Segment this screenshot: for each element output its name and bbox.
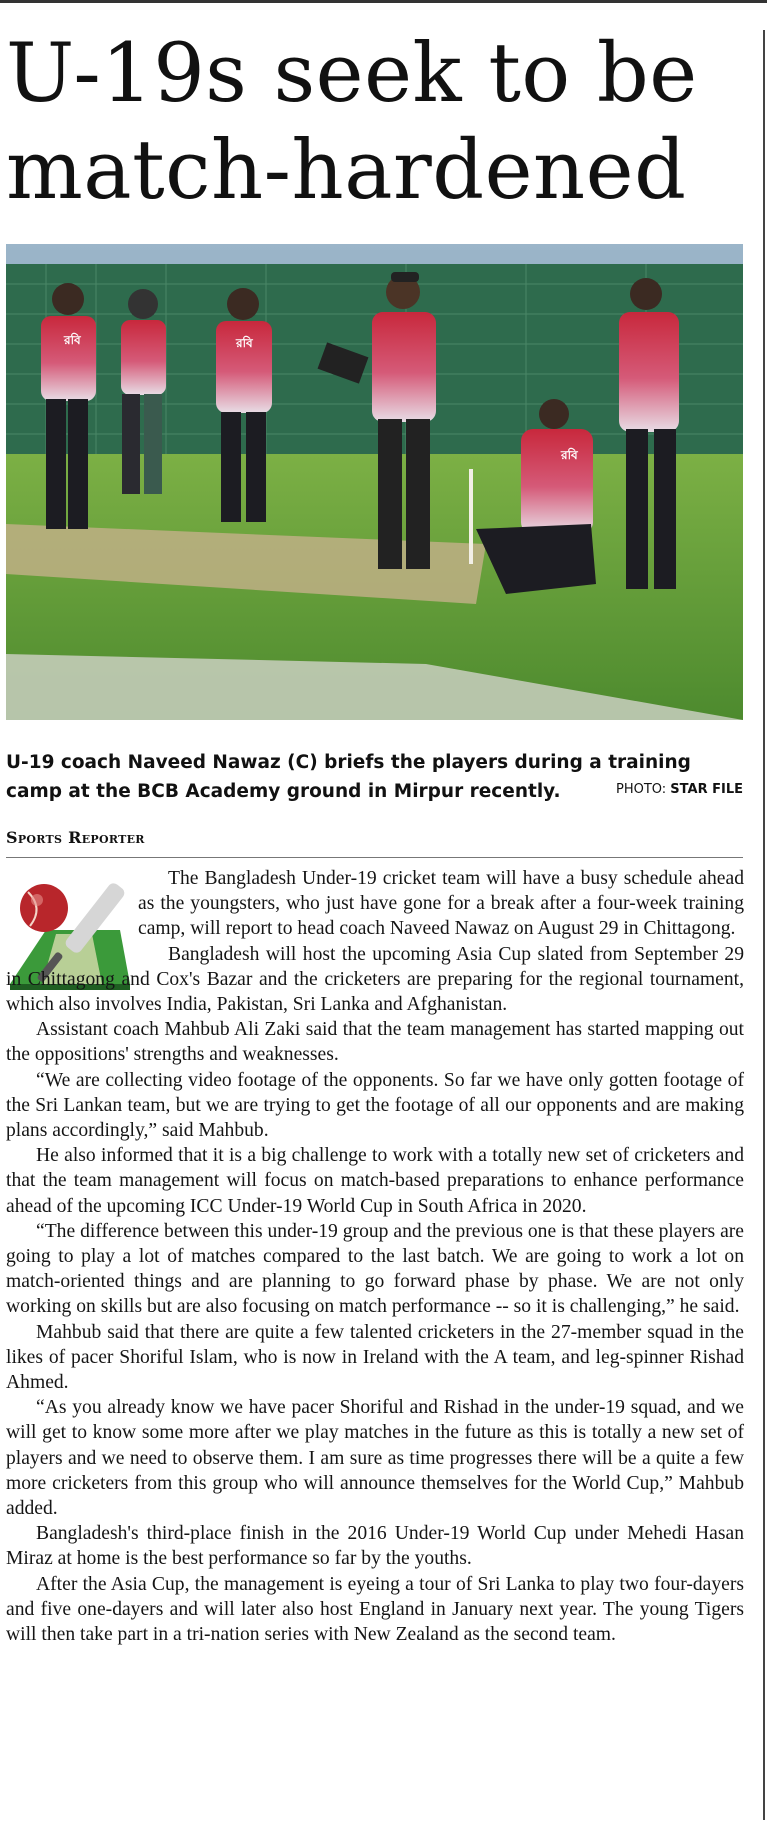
paragraph: “We are collecting video footage of the opponents. So far we have only gotten footage of the Sri Lankan team, but we are trying to get the footage of all our opponents and are making plans accordingly,” said Mahbub. [6,1069,744,1142]
byline-rule [6,857,743,858]
column-rule [763,30,765,1820]
paragraph: After the Asia Cup, the management is eyeing a tour of Sri Lanka to play two four-dayers and five one-dayers and will later also host England in January next year. The young Tigers will then take part in a tri-nation series with New Zealand as the second team. [6,1573,744,1646]
paragraph: Assistant coach Mahbub Ali Zaki said that the team management has started mapping out the oppositions' strengths and weaknesses. [6,1019,744,1066]
paragraph: “The difference between this under-19 group and the previous one is that these players are going to play a lot of matches compared to the last batch. We are going to work a lot on match-oriented things and are planning to go forward phase by phase. We are not only working on skills but are also focusing on match performance -- so it is challenging,” he said. [6,1220,744,1318]
shirt-logo: রবি [561,448,578,462]
photo-credit-label: PHOTO: [615,782,667,797]
paragraph: Bangladesh's third-place finish in the 2016 Under-19 World Cup under Mehedi Hasan Miraz at home is the best performance so far by the youths. [6,1523,744,1570]
shirt-logo: রবি [236,336,253,350]
article-body [6,866,744,1647]
icon-spacer [6,866,138,966]
paragraph: Mahbub said that there are quite a few talented cricketers in the 27-member squad in the likes of pacer Shoriful Islam, who is now in Ireland with the A team, and leg-spinner Rishad Ahmed. [6,1321,744,1394]
paragraph: “As you already know we have pacer Shoriful and Rishad in the under-19 squad, and we will get to know some more after we play matches in the future as this is totally a new set of players and we need to observe them. I am sure as time progresses there will be a quite a few more cricketers from this group who will announce themselves for the World Cup,” Mahbub added. [6,1397,744,1520]
paragraph: He also informed that it is a big challenge to work with a totally new set of cricketers and that the team management will focus on match-based preparations to enhance performance ahead of the upcoming ICC Under-19 World Cup in South Africa in 2020. [6,1145,744,1217]
top-rule [0,0,767,3]
paragraph: Bangladesh will host the upcoming Asia Cup slated from September 29 in Chittagong and Cox's Bazar and the cricketers are preparing for the regional tournament, which also involves India, Pakistan, Sri Lanka and Afghanistan. [6,943,744,1016]
shirt-logo: রবি [64,333,81,347]
article-photo [6,244,743,720]
photo-credit [616,782,743,797]
headline: U-19s seek to be match-hardened [6,27,698,218]
photo-credit-source: STAR FILE [670,782,743,797]
byline: Sports Reporter [6,828,145,847]
photo-caption: U-19 coach Naveed Nawaz (C) briefs the players during a training camp at the BCB Academy ground in Mirpur recently. [6,752,691,802]
paragraph: The Bangladesh Under-19 cricket team will have a busy schedule ahead as the youngsters, who just have gone for a break after a four-week training camp, will report to head coach Naveed Nawaz on August 29 in Chittagong. [138,868,744,940]
